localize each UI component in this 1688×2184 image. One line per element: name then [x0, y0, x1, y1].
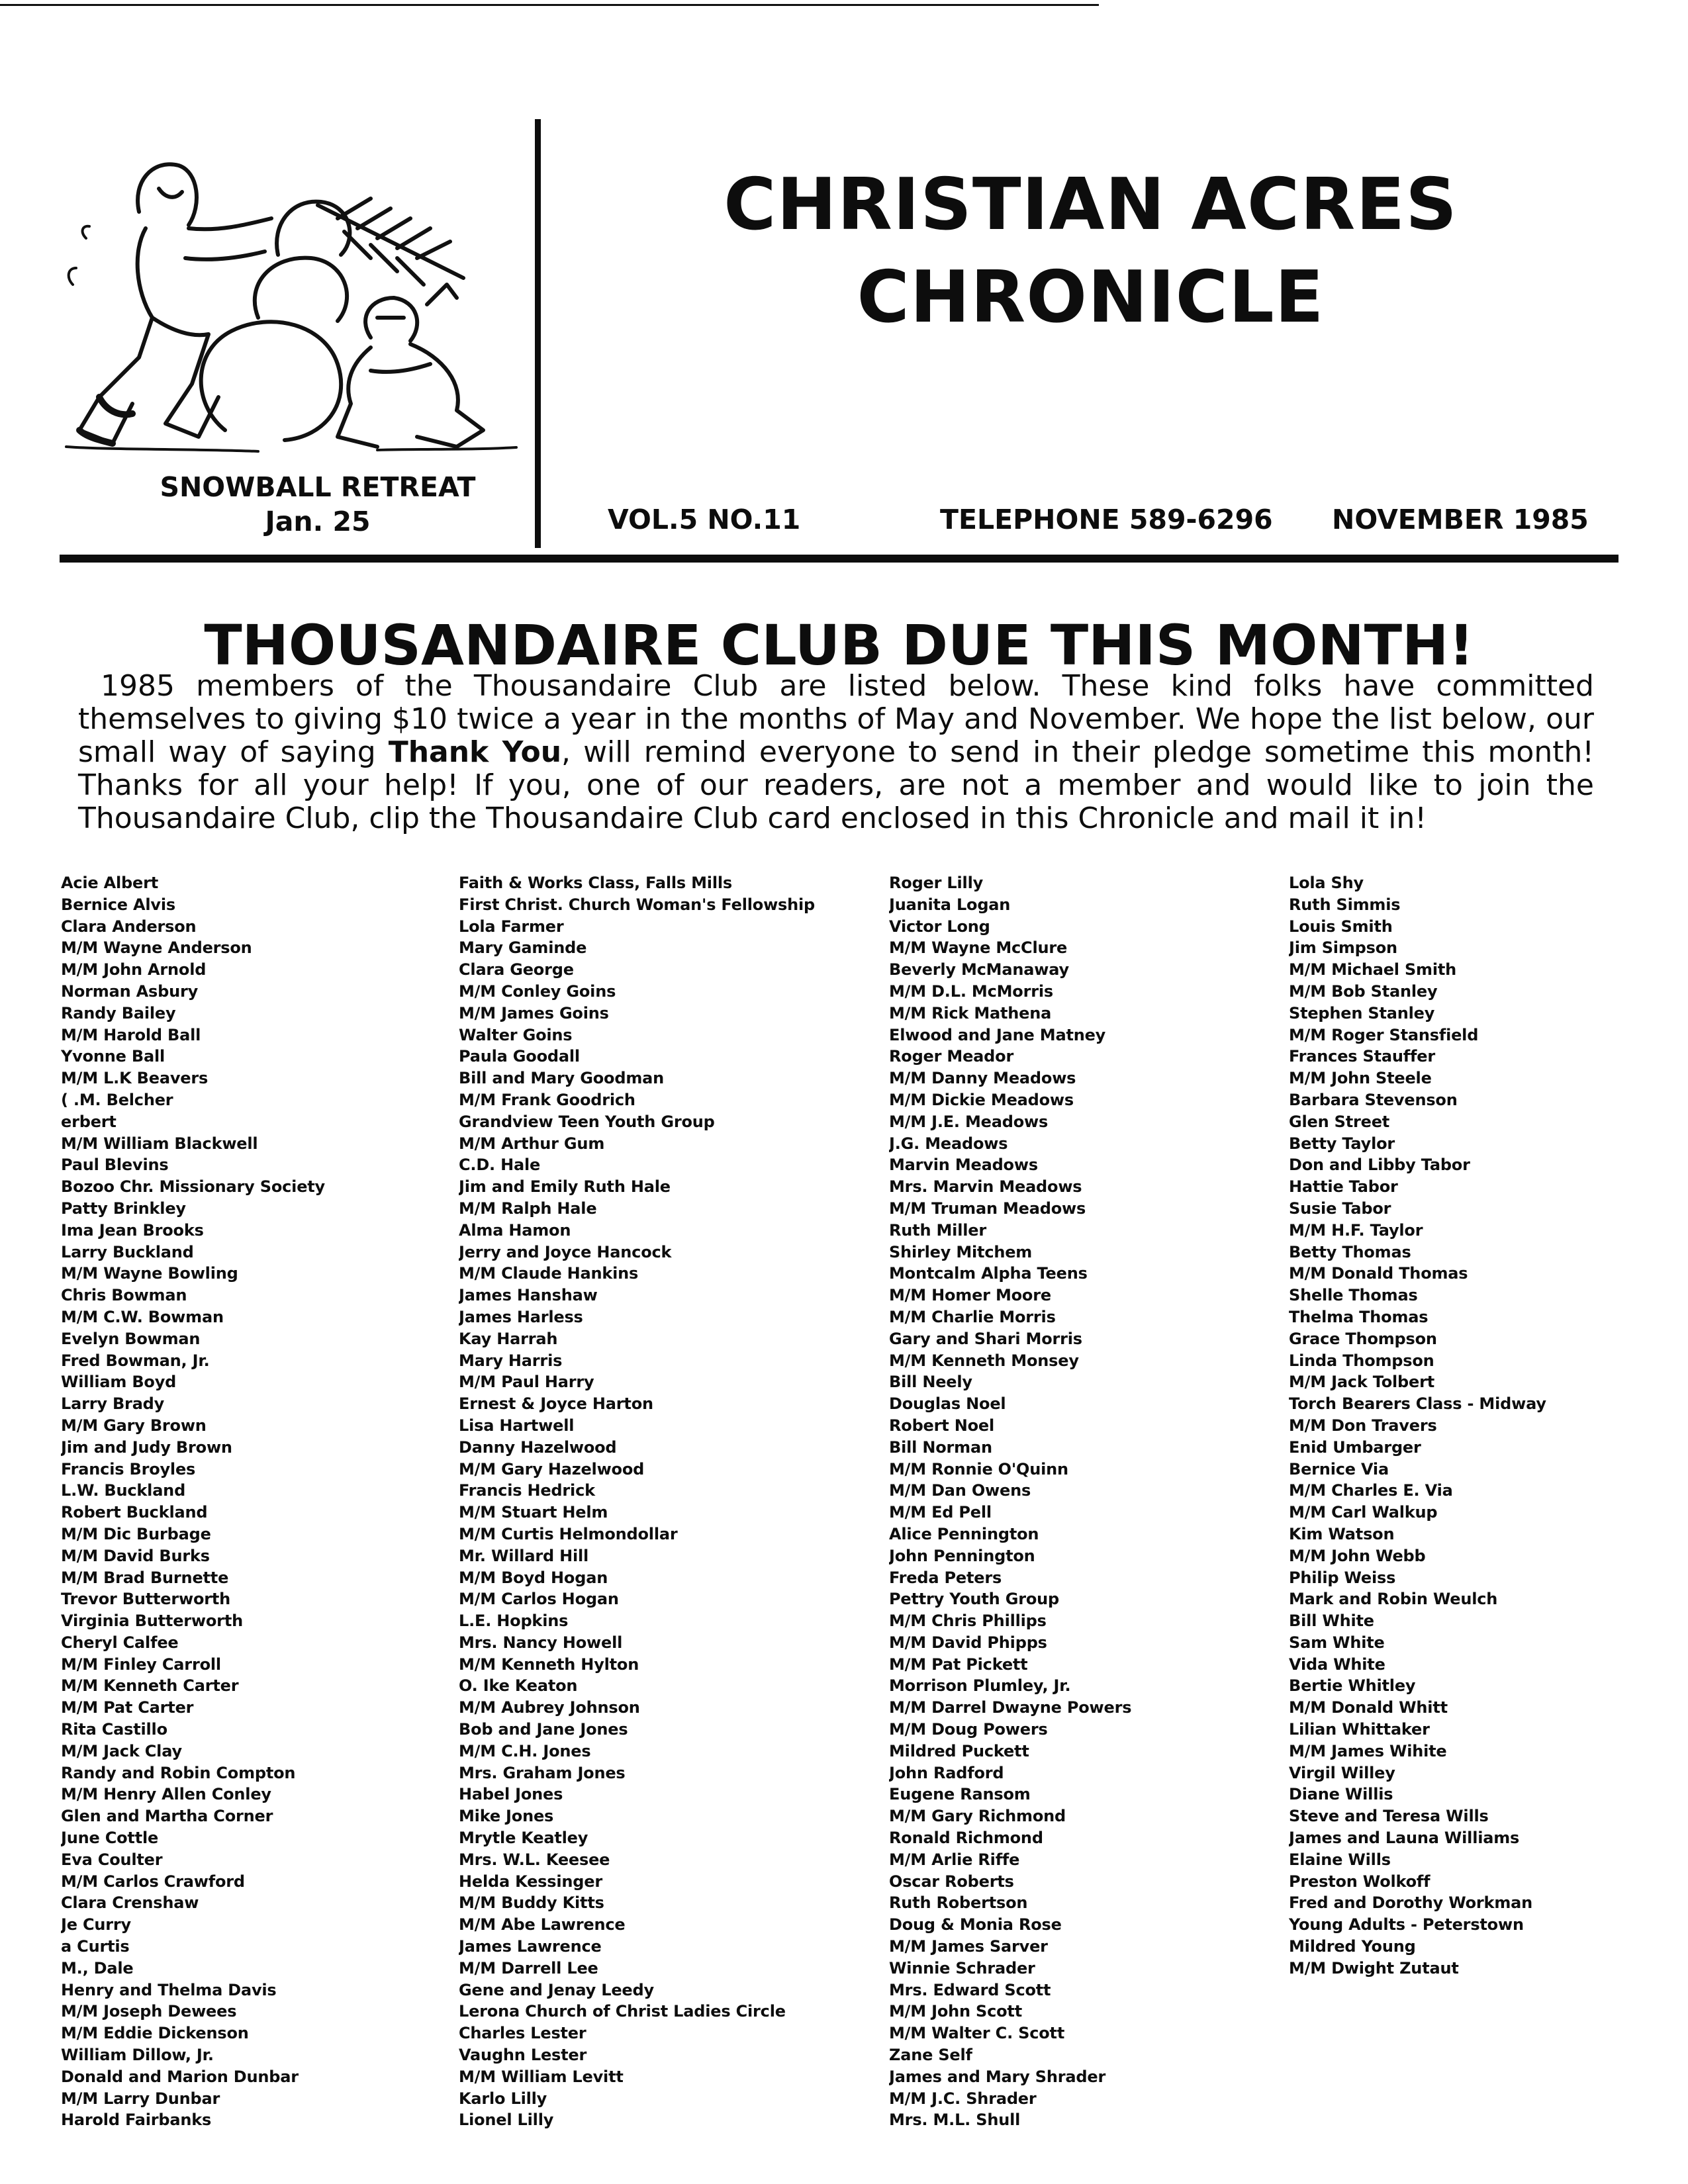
- member-name: Ruth Robertson: [889, 1893, 1028, 1913]
- member-name: Rita Castillo: [61, 1720, 167, 1739]
- member-name: M/M Walter C. Scott: [889, 2024, 1065, 2043]
- member-name: M/M H.F. Taylor: [1289, 1220, 1423, 1240]
- member-name: Je Curry: [61, 1915, 131, 1934]
- member-name: Louis Smith: [1289, 917, 1393, 936]
- member-name: Lionel Lilly: [459, 2111, 554, 2130]
- telephone-number: TELEPHONE 589-6296: [940, 504, 1273, 535]
- masthead: [60, 119, 1618, 556]
- member-name: Cheryl Calfee: [61, 1633, 179, 1652]
- member-name: James Harless: [459, 1307, 583, 1326]
- member-name: C.D. Hale: [459, 1156, 541, 1175]
- article-headline: THOUSANDAIRE CLUB DUE THIS MONTH!: [204, 613, 1474, 678]
- member-name: Montcalm Alpha Teens: [889, 1264, 1088, 1283]
- member-name: M/M Arlie Riffe: [889, 1850, 1020, 1869]
- member-name: Yvonne Ball: [61, 1047, 165, 1066]
- newsletter-title: [563, 159, 1618, 344]
- member-name: M/M David Burks: [61, 1546, 210, 1565]
- member-name: Preston Wolkoff: [1289, 1872, 1430, 1891]
- member-name: Clara George: [459, 960, 574, 979]
- member-name: Eugene Ransom: [889, 1785, 1031, 1804]
- member-name: Kim Watson: [1289, 1524, 1395, 1543]
- member-column-4: [1289, 872, 1686, 1979]
- member-name: Bernice Via: [1289, 1459, 1389, 1479]
- member-name: Trevor Butterworth: [61, 1590, 231, 1609]
- member-name: M/M Stuart Helm: [459, 1503, 608, 1522]
- member-name: M/M Ed Pell: [889, 1503, 992, 1522]
- member-name: M/M Danny Meadows: [889, 1069, 1076, 1088]
- member-name: M/M Jack Tolbert: [1289, 1373, 1435, 1392]
- member-name: M/M Charles E. Via: [1289, 1481, 1453, 1500]
- member-name: Virgil Willey: [1289, 1763, 1395, 1782]
- member-name: M/M Finley Carroll: [61, 1655, 221, 1674]
- member-name: M/M Frank Goodrich: [459, 1090, 635, 1109]
- member-name: a Curtis: [61, 1937, 130, 1956]
- member-name: M/M Truman Meadows: [889, 1199, 1086, 1218]
- masthead-rule: [60, 555, 1618, 563]
- member-name: Bill White: [1289, 1612, 1374, 1631]
- member-name: Barbara Stevenson: [1289, 1090, 1458, 1109]
- member-name: Young Adults - Peterstown: [1289, 1915, 1524, 1934]
- member-name: Morrison Plumley, Jr.: [889, 1676, 1071, 1696]
- member-name: Frances Stauffer: [1289, 1047, 1435, 1066]
- member-name: Shirley Mitchem: [889, 1242, 1033, 1261]
- member-name: M/M Homer Moore: [889, 1286, 1051, 1305]
- member-name: M/M Carlos Hogan: [459, 1590, 619, 1609]
- member-name: M/M John Arnold: [61, 960, 207, 979]
- member-name: M/M Carl Walkup: [1289, 1503, 1438, 1522]
- member-name: M/M Wayne Bowling: [61, 1264, 238, 1283]
- member-name: M/M John Scott: [889, 2002, 1022, 2021]
- member-name: Stephen Stanley: [1289, 1003, 1435, 1023]
- member-name: Don and Libby Tabor: [1289, 1156, 1470, 1175]
- member-name: M/M J.C. Shrader: [889, 2089, 1037, 2108]
- member-name: M/M Kenneth Monsey: [889, 1351, 1079, 1370]
- member-name: Larry Brady: [61, 1394, 165, 1414]
- member-name: Bernice Alvis: [61, 895, 175, 914]
- member-name: M/M Paul Harry: [459, 1373, 594, 1392]
- member-name: Zane Self: [889, 2046, 972, 2065]
- member-name: Elwood and Jane Matney: [889, 1025, 1106, 1044]
- member-name: Helda Kessinger: [459, 1872, 602, 1891]
- member-name: M/M Eddie Dickenson: [61, 2024, 249, 2043]
- member-name: Alma Hamon: [459, 1220, 571, 1240]
- member-name: Mrs. Edward Scott: [889, 1980, 1051, 1999]
- member-column-3: [889, 872, 1286, 2131]
- member-name: Vida White: [1289, 1655, 1385, 1674]
- member-name: ( .M. Belcher: [61, 1090, 173, 1109]
- member-name: M/M Rick Mathena: [889, 1003, 1052, 1023]
- member-name: Robert Noel: [889, 1416, 994, 1435]
- member-name: June Cottle: [61, 1829, 159, 1848]
- member-name: Lilian Whittaker: [1289, 1720, 1430, 1739]
- member-name: Vaughn Lester: [459, 2046, 587, 2065]
- snowman-children-illustration: [60, 119, 523, 457]
- member-name: M/M Henry Allen Conley: [61, 1785, 271, 1804]
- member-name: James and Launa Williams: [1289, 1829, 1520, 1848]
- member-name: M/M Kenneth Hylton: [459, 1655, 639, 1674]
- member-name: Donald and Marion Dunbar: [61, 2067, 299, 2086]
- member-name: Lisa Hartwell: [459, 1416, 575, 1435]
- member-name: Mrs. W.L. Keesee: [459, 1850, 610, 1869]
- member-name: Alice Pennington: [889, 1524, 1039, 1543]
- member-name: M/M C.W. Bowman: [61, 1307, 224, 1326]
- member-name: M/M Abe Lawrence: [459, 1915, 626, 1934]
- member-name: M/M Donald Thomas: [1289, 1264, 1468, 1283]
- member-name: Ima Jean Brooks: [61, 1220, 204, 1240]
- member-name: Ruth Simmis: [1289, 895, 1401, 914]
- member-name: M., Dale: [61, 1958, 134, 1978]
- member-name: Gene and Jenay Leedy: [459, 1980, 654, 1999]
- member-name: Walter Goins: [459, 1025, 573, 1044]
- member-name: James and Mary Shrader: [889, 2067, 1106, 2086]
- member-name: Sam White: [1289, 1633, 1385, 1652]
- member-name: Paul Blevins: [61, 1156, 169, 1175]
- title-line-2: CHRONICLE: [857, 256, 1325, 339]
- member-name: M/M Gary Hazelwood: [459, 1459, 645, 1479]
- member-name: M/M Chris Phillips: [889, 1612, 1047, 1631]
- member-column-2: [459, 872, 856, 2131]
- article-intro: [78, 670, 1594, 835]
- member-name: Pettry Youth Group: [889, 1590, 1060, 1609]
- member-name: Lola Farmer: [459, 917, 564, 936]
- member-name: Glen Street: [1289, 1112, 1390, 1131]
- member-name: Virginia Butterworth: [61, 1612, 243, 1631]
- member-name: M/M David Phipps: [889, 1633, 1047, 1652]
- member-name: L.E. Hopkins: [459, 1612, 569, 1631]
- member-name: Karlo Lilly: [459, 2089, 547, 2108]
- member-name: Randy Bailey: [61, 1003, 176, 1023]
- member-name: Thelma Thomas: [1289, 1307, 1429, 1326]
- member-name: M/M Michael Smith: [1289, 960, 1457, 979]
- member-name: Eva Coulter: [61, 1850, 163, 1869]
- member-name: M/M Conley Goins: [459, 981, 616, 1001]
- member-name: M/M William Levitt: [459, 2067, 624, 2086]
- issue-date: NOVEMBER 1985: [1332, 504, 1589, 535]
- member-name: Lerona Church of Christ Ladies Circle: [459, 2002, 786, 2021]
- member-name: James Hanshaw: [459, 1286, 598, 1305]
- member-name: John Radford: [889, 1763, 1004, 1782]
- member-name: Bill Neely: [889, 1373, 972, 1392]
- member-name: M/M Arthur Gum: [459, 1134, 605, 1153]
- member-name: Gary and Shari Morris: [889, 1329, 1082, 1348]
- member-name: M/M Kenneth Carter: [61, 1676, 239, 1696]
- member-name: Mrs. Graham Jones: [459, 1763, 626, 1782]
- title-line-1: CHRISTIAN ACRES: [724, 163, 1458, 246]
- member-name: M/M Charlie Morris: [889, 1307, 1056, 1326]
- member-name: William Dillow, Jr.: [61, 2046, 214, 2065]
- member-name: Betty Thomas: [1289, 1242, 1411, 1261]
- member-name: Lola Shy: [1289, 874, 1364, 892]
- member-name: M/M Curtis Helmondollar: [459, 1524, 678, 1543]
- member-name: Mike Jones: [459, 1807, 554, 1826]
- member-name: M/M Carlos Crawford: [61, 1872, 245, 1891]
- member-name: Bertie Whitley: [1289, 1676, 1416, 1696]
- issue-info-bar: [549, 500, 1618, 539]
- member-name: M/M Roger Stansfield: [1289, 1025, 1479, 1044]
- retreat-title: SNOWBALL RETREAT: [160, 471, 476, 503]
- member-name: James Lawrence: [459, 1937, 602, 1956]
- snowball-retreat-notice: [60, 470, 576, 539]
- member-name: Steve and Teresa Wills: [1289, 1807, 1489, 1826]
- member-name: Mrs. M.L. Shull: [889, 2111, 1021, 2130]
- member-name: M/M Gary Brown: [61, 1416, 207, 1435]
- member-name: Bozoo Chr. Missionary Society: [61, 1177, 326, 1197]
- intro-text-1: 1985 members of the Thousandaire Club are listed below. These kind folks have committed themselves to giving $10 twice a year in the months of May and November. We hope the list below, our small way of saying: [78, 669, 1594, 769]
- member-name: Ronald Richmond: [889, 1829, 1043, 1848]
- member-name: Bill and Mary Goodman: [459, 1069, 665, 1088]
- masthead-divider: [535, 119, 541, 548]
- member-name: Susie Tabor: [1289, 1199, 1391, 1218]
- volume-number: VOL.5 NO.11: [608, 504, 801, 535]
- member-name: Jim and Judy Brown: [61, 1437, 232, 1457]
- member-name: M/M James Wihite: [1289, 1741, 1447, 1760]
- member-name: Jim and Emily Ruth Hale: [459, 1177, 671, 1197]
- member-name: Mary Harris: [459, 1351, 563, 1370]
- member-name: M/M Wayne McClure: [889, 938, 1068, 958]
- member-name: First Christ. Church Woman's Fellowship: [459, 895, 816, 914]
- intro-emphasis: Thank You: [388, 735, 562, 769]
- member-name: M/M Brad Burnette: [61, 1568, 229, 1587]
- member-name: Patty Brinkley: [61, 1199, 186, 1218]
- member-name: Douglas Noel: [889, 1394, 1006, 1414]
- member-name: Norman Asbury: [61, 981, 199, 1001]
- member-name: M/M Pat Pickett: [889, 1655, 1028, 1674]
- member-name: Bill Norman: [889, 1437, 992, 1457]
- member-name: Ruth Miller: [889, 1220, 986, 1240]
- member-name: M/M Joseph Dewees: [61, 2002, 237, 2021]
- member-name: M/M James Sarver: [889, 1937, 1048, 1956]
- member-name: Larry Buckland: [61, 1242, 194, 1261]
- member-name: Henry and Thelma Davis: [61, 1980, 277, 1999]
- member-name: M/M D.L. McMorris: [889, 981, 1053, 1001]
- member-name: Glen and Martha Corner: [61, 1807, 273, 1826]
- member-name: M/M Ralph Hale: [459, 1199, 597, 1218]
- member-name: M/M John Steele: [1289, 1069, 1432, 1088]
- member-name: Roger Lilly: [889, 874, 984, 892]
- member-name: Mary Gaminde: [459, 938, 587, 958]
- member-name: Beverly McManaway: [889, 960, 1069, 979]
- member-name: M/M Bob Stanley: [1289, 981, 1438, 1001]
- member-name: Harold Fairbanks: [61, 2111, 212, 2130]
- member-name: Paula Goodall: [459, 1047, 580, 1066]
- member-name: Winnie Schrader: [889, 1958, 1035, 1978]
- member-name: Chris Bowman: [61, 1286, 187, 1305]
- member-name: M/M Gary Richmond: [889, 1807, 1066, 1826]
- member-name: Mrs. Marvin Meadows: [889, 1177, 1082, 1197]
- member-name: M/M Boyd Hogan: [459, 1568, 608, 1587]
- member-name: Oscar Roberts: [889, 1872, 1014, 1891]
- member-name: Grandview Teen Youth Group: [459, 1112, 715, 1131]
- member-name: Fred and Dorothy Workman: [1289, 1893, 1533, 1913]
- member-name: M/M Dic Burbage: [61, 1524, 211, 1543]
- member-name: M/M Harold Ball: [61, 1025, 201, 1044]
- member-name: Linda Thompson: [1289, 1351, 1434, 1370]
- member-name: M/M Doug Powers: [889, 1720, 1048, 1739]
- member-name: Acie Albert: [61, 874, 159, 892]
- retreat-date: Jan. 25: [265, 506, 371, 537]
- member-name: M/M Jack Clay: [61, 1741, 182, 1760]
- member-name: Elaine Wills: [1289, 1850, 1391, 1869]
- member-name: Doug & Monia Rose: [889, 1915, 1062, 1934]
- member-name: Betty Taylor: [1289, 1134, 1395, 1153]
- member-name: Juanita Logan: [889, 895, 1011, 914]
- top-rule: [0, 4, 1099, 6]
- member-name: M/M Darrel Dwayne Powers: [889, 1698, 1132, 1717]
- member-name: Clara Anderson: [61, 917, 197, 936]
- member-name: M/M John Webb: [1289, 1546, 1426, 1565]
- member-name: Torch Bearers Class - Midway: [1289, 1394, 1546, 1414]
- member-name: John Pennington: [889, 1546, 1035, 1565]
- member-column-1: [61, 872, 458, 2131]
- member-name: Mrs. Nancy Howell: [459, 1633, 623, 1652]
- member-name: Victor Long: [889, 917, 990, 936]
- member-name: Jim Simpson: [1289, 938, 1397, 958]
- member-name: M/M J.E. Meadows: [889, 1112, 1049, 1131]
- member-name: M/M Larry Dunbar: [61, 2089, 220, 2108]
- member-name: M/M Ronnie O'Quinn: [889, 1459, 1068, 1479]
- member-name: William Boyd: [61, 1373, 177, 1392]
- member-name: Charles Lester: [459, 2024, 586, 2043]
- member-name: J.G. Meadows: [889, 1134, 1008, 1153]
- member-name: Fred Bowman, Jr.: [61, 1351, 210, 1370]
- member-name: Habel Jones: [459, 1785, 563, 1804]
- member-name: Faith & Works Class, Falls Mills: [459, 874, 732, 892]
- member-name: Shelle Thomas: [1289, 1286, 1418, 1305]
- member-name: M/M Dickie Meadows: [889, 1090, 1074, 1109]
- member-name: Jerry and Joyce Hancock: [459, 1242, 672, 1261]
- member-name: O. Ike Keaton: [459, 1676, 578, 1696]
- member-name: Philip Weiss: [1289, 1568, 1396, 1587]
- member-name: Robert Buckland: [61, 1503, 208, 1522]
- member-name: M/M Wayne Anderson: [61, 938, 252, 958]
- member-name: Francis Broyles: [61, 1459, 196, 1479]
- member-name: Enid Umbarger: [1289, 1437, 1421, 1457]
- member-name: M/M Dwight Zutaut: [1289, 1958, 1459, 1978]
- member-name: M/M Darrell Lee: [459, 1958, 598, 1978]
- member-name: M/M James Goins: [459, 1003, 609, 1023]
- member-name: M/M Donald Whitt: [1289, 1698, 1448, 1717]
- member-name: M/M C.H. Jones: [459, 1741, 591, 1760]
- member-name: M/M Aubrey Johnson: [459, 1698, 640, 1717]
- member-name: Bob and Jane Jones: [459, 1720, 628, 1739]
- member-name: Mildred Puckett: [889, 1741, 1029, 1760]
- member-name: M/M Dan Owens: [889, 1481, 1031, 1500]
- member-name: Hattie Tabor: [1289, 1177, 1398, 1197]
- member-name: Danny Hazelwood: [459, 1437, 617, 1457]
- member-name: M/M Pat Carter: [61, 1698, 194, 1717]
- member-name: Mildred Young: [1289, 1937, 1416, 1956]
- member-name: Roger Meador: [889, 1047, 1014, 1066]
- member-name: M/M Claude Hankins: [459, 1264, 639, 1283]
- member-name: Kay Harrah: [459, 1329, 558, 1348]
- member-name: M/M L.K Beavers: [61, 1069, 209, 1088]
- member-name: M/M Don Travers: [1289, 1416, 1437, 1435]
- member-name: Clara Crenshaw: [61, 1893, 199, 1913]
- member-name: Francis Hedrick: [459, 1481, 595, 1500]
- member-name: Diane Willis: [1289, 1785, 1393, 1804]
- member-name: L.W. Buckland: [61, 1481, 186, 1500]
- member-name: Evelyn Bowman: [61, 1329, 201, 1348]
- intro-text-2: , will remind everyone to send in their pledge sometime this month! Thanks for all your help! If you, one of our readers, are not a member and would like to join the Thousandaire Club, clip the Thousandaire Club card enclosed in this Chronicle and mail it in!: [78, 735, 1594, 835]
- member-name: Mr. Willard Hill: [459, 1546, 589, 1565]
- member-name: M/M William Blackwell: [61, 1134, 258, 1153]
- member-name: Marvin Meadows: [889, 1156, 1038, 1175]
- member-name: Ernest & Joyce Harton: [459, 1394, 653, 1414]
- member-name: Grace Thompson: [1289, 1329, 1437, 1348]
- member-name: Mrytle Keatley: [459, 1829, 588, 1848]
- member-name: M/M Buddy Kitts: [459, 1893, 604, 1913]
- member-name: Freda Peters: [889, 1568, 1002, 1587]
- member-name: Mark and Robin Weulch: [1289, 1590, 1498, 1609]
- member-name: Randy and Robin Compton: [61, 1763, 296, 1782]
- member-name: erbert: [61, 1112, 117, 1131]
